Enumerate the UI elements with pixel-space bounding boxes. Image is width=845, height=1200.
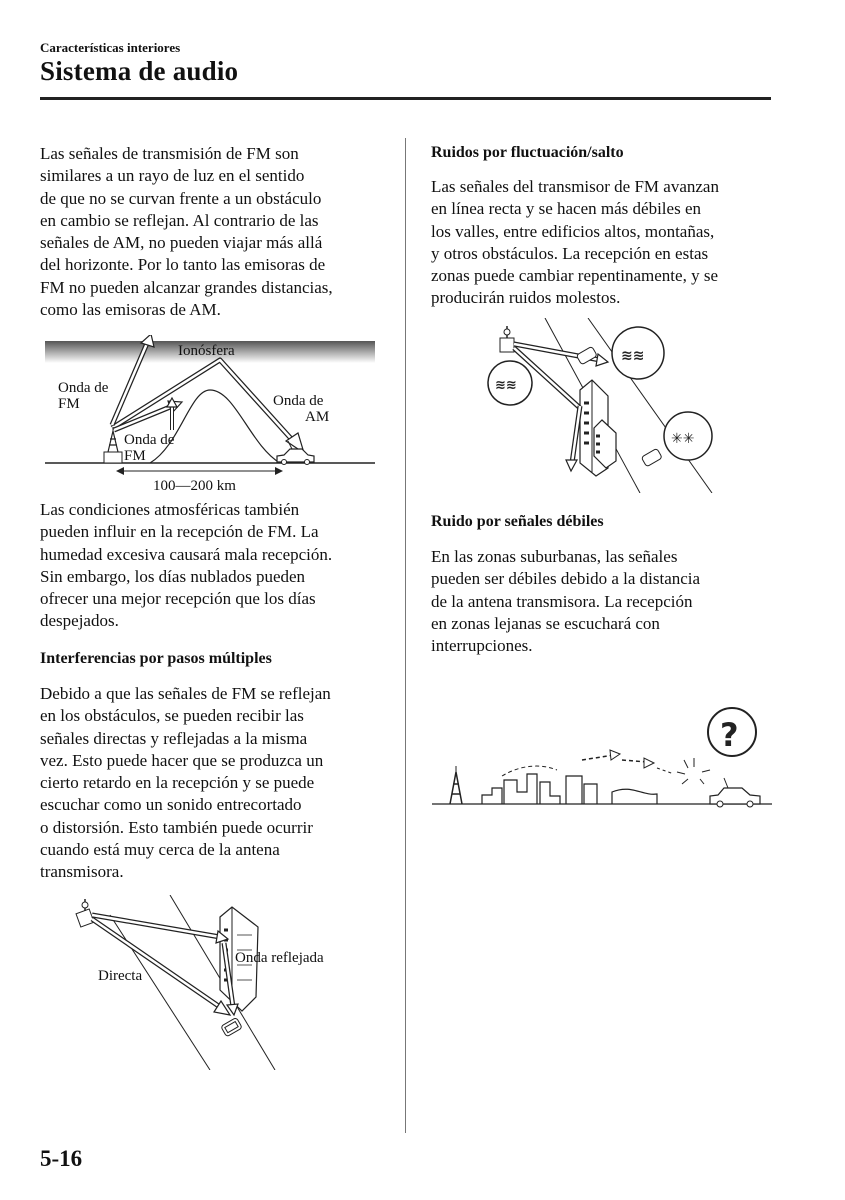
paragraph-fm-vs-am — [40, 143, 392, 321]
text-line: del horizonte. Por lo tanto las emisoras de — [40, 255, 326, 275]
label-fm-wave-top: Onda de — [58, 380, 109, 396]
figure-ionosphere-propagation — [40, 335, 380, 495]
page-title: Sistema de audio — [40, 56, 239, 86]
noise-bubble-icon — [664, 412, 712, 460]
car-icon — [710, 778, 760, 807]
buildings-icon — [580, 380, 616, 476]
skyline — [482, 774, 657, 804]
label-am-wave-2: AM — [305, 409, 330, 425]
text-line: o distorsión. Esto también puede ocurrir — [40, 817, 313, 837]
label-fm-wave-top-2: FM — [58, 396, 80, 412]
text-line: como las emisoras de AM. — [40, 300, 221, 320]
text-line: despejados. — [40, 611, 119, 631]
text-line: los valles, entre edificios altos, montañas, — [431, 221, 715, 241]
figure-multipath — [70, 895, 370, 1070]
page-number: 5-16 — [40, 1146, 83, 1171]
text-line: de la antena transmisora. La recepción — [431, 591, 693, 611]
heading-weak-signal: Ruido por señales débiles — [431, 513, 604, 530]
text-line: Las condiciones atmosféricas también — [40, 500, 300, 519]
section-name: Características interiores — [40, 40, 181, 55]
text-line: en línea recta y se hacen más débiles en — [431, 199, 701, 219]
text-line: vez. Esto puede hacer que se produzca un — [40, 750, 324, 770]
paragraph-weak-signal — [431, 546, 776, 657]
title-rule — [40, 97, 771, 100]
column-divider — [405, 138, 406, 1133]
noise-bubble-icon — [488, 361, 532, 405]
text-line: en los obstáculos, se pueden recibir las — [40, 706, 304, 726]
antenna-icon — [500, 326, 514, 352]
label-am-wave: Onda de — [273, 393, 324, 409]
svg-text:≋≋: ≋≋ — [621, 348, 645, 364]
label-ionosphere: Ionósfera — [178, 343, 235, 359]
car-icon — [221, 1017, 243, 1036]
paragraph-multipath — [40, 683, 392, 884]
text-line: señales de AM, no pueden viajar más allá — [40, 233, 323, 253]
svg-text:✳✳: ✳✳ — [671, 431, 695, 447]
label-fm-wave-bottom: Onda de — [124, 432, 175, 448]
am-wave-arrow — [112, 360, 295, 443]
heading-fluctuation: Ruidos por fluctuación/salto — [431, 144, 624, 161]
text-line: en zonas lejanas se escuchará con — [431, 613, 660, 633]
label-direct: Directa — [98, 968, 143, 984]
text-line: cuando está muy cerca de la antena — [40, 840, 280, 860]
text-line: En las zonas suburbanas, las señales — [431, 547, 678, 566]
paragraph-atmosphere — [40, 499, 392, 633]
text-line: cierto retardo en la recepción y se puede — [40, 773, 315, 793]
text-line: interrupciones. — [431, 636, 533, 656]
label-fm-wave-bottom-2: FM — [124, 448, 146, 464]
radio-tower-icon — [104, 427, 122, 463]
car-icon — [576, 346, 597, 365]
figure-fluctuation — [480, 318, 720, 493]
text-line: Las señales del transmisor de FM avanzan — [431, 177, 719, 196]
svg-text:≋≋: ≋≋ — [495, 378, 517, 393]
text-line: Sin embargo, los días nublados pueden — [40, 566, 306, 586]
text-line: ofrecer una mejor recepción que los días — [40, 589, 316, 609]
label-distance: 100—200 km — [153, 478, 236, 494]
question-bubble-icon — [708, 708, 756, 756]
heading-multipath: Interferencias por pasos múltiples — [40, 650, 272, 667]
radio-tower-icon — [450, 766, 462, 804]
paragraph-fluctuation — [431, 176, 776, 310]
noise-bubble-icon — [612, 327, 664, 379]
text-line: similares a un rayo de luz en el sentido — [40, 166, 305, 186]
text-line: pueden influir en la recepción de FM. La — [40, 522, 319, 542]
text-line: señales directas y reflejadas a la misma — [40, 728, 308, 748]
signal-arrow-3 — [572, 406, 580, 463]
text-line: escuchar como un sonido entrecortado — [40, 795, 302, 815]
text-line: zonas puede cambiar repentinamente, y se — [431, 266, 718, 286]
question-mark: ? — [720, 716, 739, 754]
text-line: Debido a que las señales de FM se reflejan — [40, 684, 331, 703]
text-line: humedad excesiva causará mala recepción. — [40, 544, 333, 564]
text-line: de que no se curvan frente a un obstáculo — [40, 188, 322, 208]
text-line: transmisora. — [40, 862, 124, 882]
text-line: y otros obstáculos. La recepción en estas — [431, 243, 709, 263]
text-line: producirán ruidos molestos. — [431, 288, 621, 308]
antenna-icon — [76, 899, 94, 927]
text-line: pueden ser débiles debido a la distancia — [431, 569, 701, 589]
text-line: Las señales de transmisión de FM son — [40, 144, 299, 163]
text-line: en cambio se reflejan. Al contrario de las — [40, 210, 319, 230]
figure-weak-signal — [432, 700, 772, 810]
car-icon — [641, 448, 662, 467]
text-line: FM no pueden alcanzar grandes distancias, — [40, 277, 333, 297]
label-reflected-wave: Onda reflejada — [235, 950, 324, 966]
